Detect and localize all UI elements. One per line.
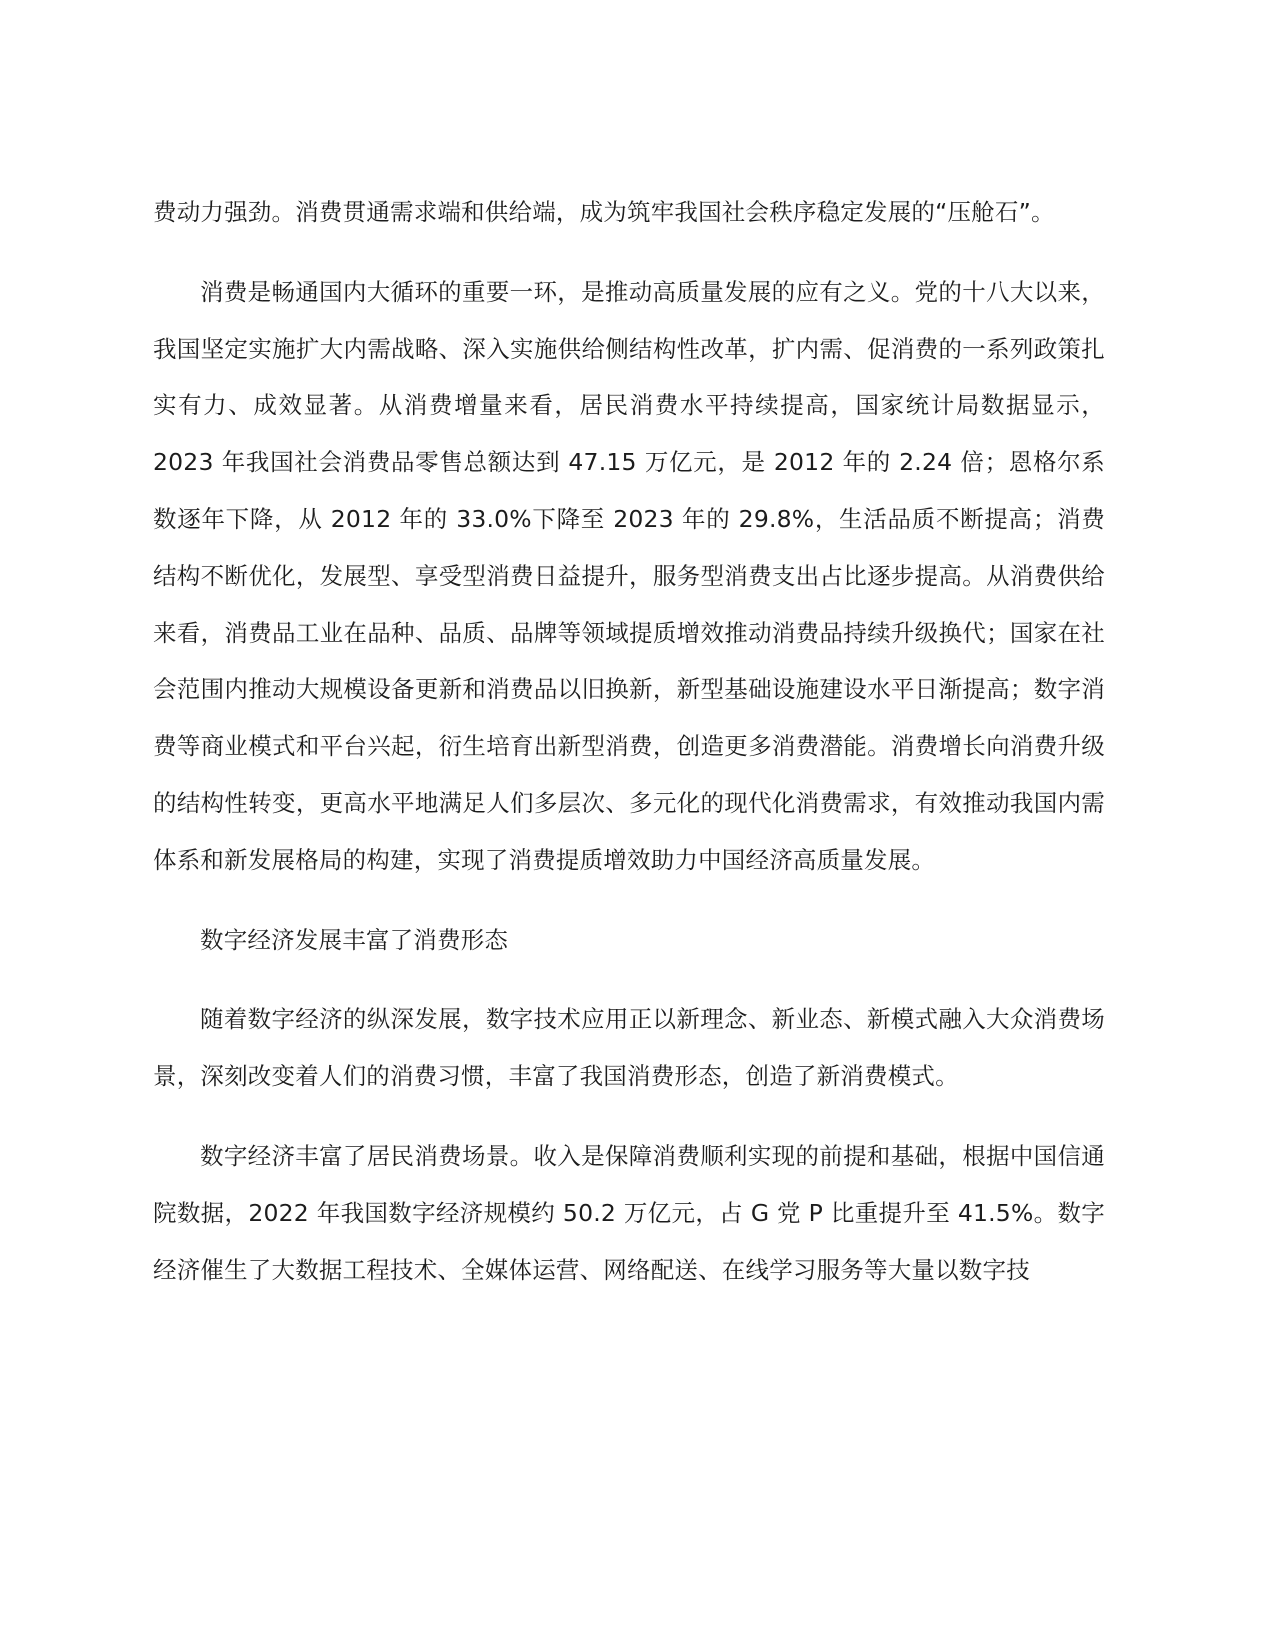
document-body	[153, 184, 1105, 1321]
paragraph-digital-technology: 随着数字经济的纵深发展，数字技术应用正以新理念、新业态、新模式融入大众消费场景，深刻改变着人们的消费习惯，丰富了我国消费形态，创造了新消费模式。	[153, 1005, 1105, 1091]
paragraph-consumption-circulation: 消费是畅通国内大循环的重要一环，是推动高质量发展的应有之义。党的十八大以来，我国坚定实施扩大内需战略、深入实施供给侧结构性改革，扩内需、促消费的一系列政策扎实有力、成效显著。从消费增量来看，居民消费水平持续提高，国家统计局数据显示，2023 年我国社会消费品零售总额达到 47.15 万亿元，是 2012 年的 2.24 倍；恩格尔系数逐年下降，从 2012 年的 33.0%下降至 2023 年的 29.8%，生活品质不断提高；消费结构不断优化，发展型、享受型消费日益提升，服务型消费支出占比逐步提高。从消费供给来看，消费品工业在品种、品质、品牌等领域提质增效推动消费品持续升级换代；国家在社会范围内推动大规模设备更新和消费品以旧换新，新型基础设施建设水平日渐提高；数字消费等商业模式和平台兴起，衍生培育出新型消费，创造更多消费潜能。消费增长向消费升级的结构性转变，更高水平地满足人们多层次、多元化的现代化消费需求，有效推动我国内需体系和新发展格局的构建，实现了消费提质增效助力中国经济高质量发展。	[153, 277, 1105, 874]
paragraph-consumption-scenes: 数字经济丰富了居民消费场景。收入是保障消费顺利实现的前提和基础，根据中国信通院数据，2022 年我国数字经济规模约 50.2 万亿元，占 G 党 P 比重提升至 41.5%。数字经济催生了大数据工程技术、全媒体运营、网络配送、在线学习服务等大量以数字技	[153, 1141, 1105, 1284]
section-heading-digital-economy: 数字经济发展丰富了消费形态	[200, 925, 509, 954]
paragraph-continued: 费动力强劲。消费贯通需求端和供给端，成为筑牢我国社会秩序稳定发展的“压舱石”。	[153, 198, 1055, 226]
